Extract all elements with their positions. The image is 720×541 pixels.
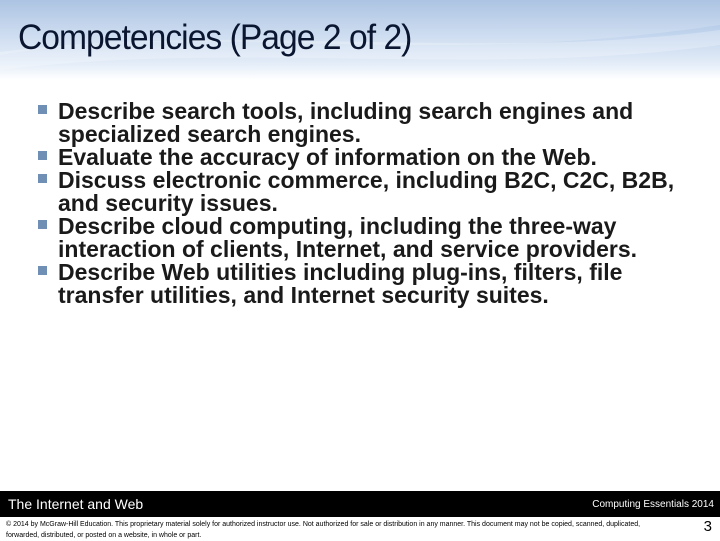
bullet-item: [38, 169, 688, 215]
square-bullet-icon: [38, 220, 47, 229]
bullet-item: [38, 261, 688, 307]
bullet-text: Describe search tools, including search engines and specialized search engines.: [58, 98, 634, 147]
footer-course-title: The Internet and Web: [8, 496, 144, 512]
bullet-text: Describe cloud computing, including the three-way interaction of clients, Internet, and service providers.: [58, 213, 637, 262]
slide-header: [0, 0, 720, 80]
bullet-list: [38, 100, 688, 307]
square-bullet-icon: [38, 266, 47, 275]
square-bullet-icon: [38, 105, 47, 114]
page-number: 3: [703, 518, 712, 535]
bullet-item: [38, 100, 688, 146]
footer-book-title: Computing Essentials 2014: [592, 499, 714, 510]
slide-title: Competencies (Page 2 of 2): [18, 18, 412, 57]
bullet-text: Describe Web utilities including plug-ins, filters, file transfer utilities, and Internet security suites.: [58, 259, 623, 308]
bullet-item: [38, 146, 688, 169]
square-bullet-icon: [38, 174, 47, 183]
footer-bar: [0, 491, 720, 517]
copyright-notice: © 2014 by McGraw-Hill Education. This proprietary material solely for authorized instructor use. Not authorized for sale or distribution in any manner. This document may not be copied, scanned, duplicated, forwarded, distributed, or posted on a website, in whole or part.: [6, 521, 641, 539]
bullet-text: Discuss electronic commerce, including B2C, C2C, B2B, and security issues.: [58, 167, 675, 216]
bullet-text: Evaluate the accuracy of information on the Web.: [58, 144, 597, 170]
bullet-item: [38, 215, 688, 261]
square-bullet-icon: [38, 151, 47, 160]
